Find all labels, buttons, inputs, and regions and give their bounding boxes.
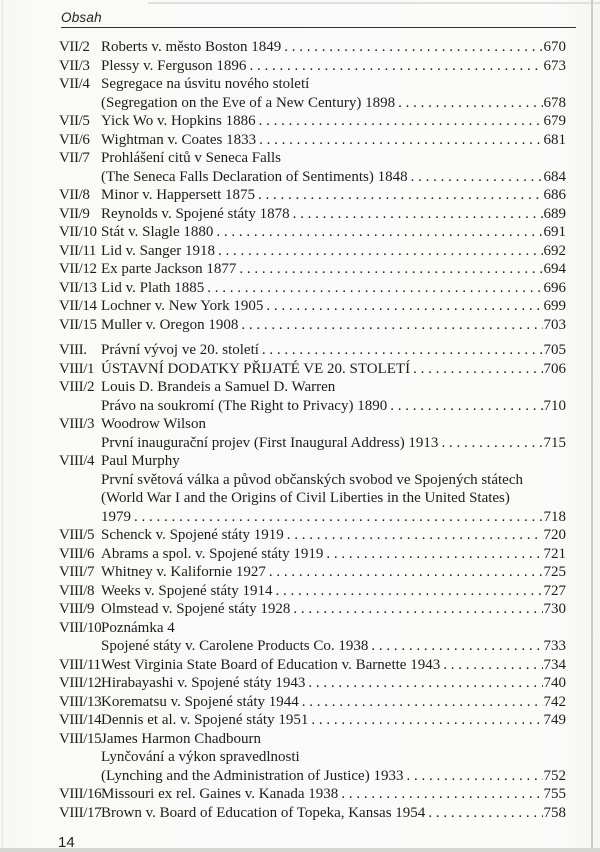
dot-leader (259, 131, 542, 150)
toc-line (101, 57, 566, 76)
dot-leader (411, 168, 543, 187)
toc-page-number: 710 (543, 397, 566, 414)
toc-entry (59, 452, 566, 526)
toc-entry-label: VII/8 (59, 187, 90, 203)
dot-leader (311, 711, 542, 730)
toc-entry-lines (101, 75, 566, 112)
toc-entry-lines (101, 563, 566, 582)
dot-leader (216, 223, 542, 242)
toc-line-text: Minor v. Happersett 1875 (101, 187, 255, 203)
toc-entry-lines (101, 526, 566, 545)
toc-entry-label: VIII/14 (59, 712, 102, 728)
toc-entry-label: VII/5 (59, 113, 90, 129)
dot-leader (293, 600, 542, 619)
toc-entry-lines (101, 785, 566, 804)
toc-page-number: 691 (543, 224, 566, 240)
toc-line (101, 360, 566, 379)
toc-entry-lines (101, 415, 566, 452)
toc-line (101, 341, 566, 360)
toc-entry (59, 582, 566, 601)
dot-leader (293, 205, 543, 224)
toc-entry (59, 149, 566, 186)
toc-entry (59, 186, 566, 205)
toc-entry-label: VII/15 (59, 316, 97, 333)
toc-line (101, 748, 566, 767)
toc-line (101, 279, 566, 298)
toc-page-number: 752 (543, 767, 566, 784)
dot-leader (398, 94, 542, 113)
toc-line (101, 767, 566, 786)
toc-entry-label: VIII. (59, 342, 87, 358)
toc-page-number: 740 (543, 675, 566, 691)
toc-entry-label: VII/6 (59, 131, 90, 148)
toc-entry-lines (101, 619, 566, 656)
toc-page-number: 718 (543, 508, 566, 525)
toc-line-text: Lynčování a výkon spravedlnosti (101, 749, 300, 765)
toc-line-text: První světová válka a původ občanských svobod ve Spojených státech (101, 471, 523, 488)
toc-entry-lines (101, 131, 566, 150)
toc-entry-label: VIII/16 (59, 786, 102, 802)
toc-entry-lines (101, 600, 566, 619)
dot-leader (259, 112, 543, 131)
scan-edge-bottom (0, 848, 600, 852)
toc-entry-label: VII/13 (59, 279, 97, 296)
toc-line (101, 489, 566, 508)
toc-line (101, 600, 566, 619)
toc-entry (59, 75, 566, 112)
toc-entry-lines (101, 112, 566, 131)
toc-entry-lines (101, 730, 566, 786)
toc-page-number: 755 (543, 786, 566, 802)
toc-page-number: 678 (543, 94, 566, 111)
toc-page-number: 730 (543, 601, 566, 617)
toc-line (101, 711, 566, 730)
toc-entry-lines (101, 297, 566, 316)
toc-line-text: Segregace na úsvitu nového století (101, 76, 310, 92)
toc-entry-lines (101, 804, 566, 823)
toc-line (101, 471, 566, 490)
toc-entry (59, 785, 566, 804)
toc-page-number: 692 (543, 242, 566, 259)
toc-entry (59, 260, 566, 279)
toc-line-text: Korematsu v. Spojené státy 1944 (101, 693, 299, 710)
toc-page-number: 679 (543, 113, 566, 129)
toc-entry-label: VIII/3 (59, 416, 95, 432)
toc-entry-label: VII/9 (59, 205, 90, 222)
header-rule (61, 27, 576, 28)
dot-leader (258, 186, 543, 205)
toc-page-number: 725 (543, 564, 566, 580)
toc-entry-label: VII/14 (59, 298, 97, 314)
toc-line-text: Lid v. Plath 1885 (101, 279, 205, 296)
toc-entry (59, 378, 566, 415)
toc-line-text: Právní vývoj ve 20. století (101, 342, 259, 358)
toc-page-number: 703 (543, 316, 566, 333)
toc-line-text: Prohlášení citů v Seneca Falls (101, 150, 281, 166)
toc-entry (59, 730, 566, 786)
toc-entry (59, 223, 566, 242)
toc-line (101, 186, 566, 205)
dot-leader (302, 693, 543, 712)
toc-entry-label: VIII/2 (59, 379, 95, 395)
toc-line (101, 223, 566, 242)
toc-line-text: Yick Wo v. Hopkins 1886 (101, 113, 256, 129)
toc-line (101, 619, 566, 638)
toc-entry-lines (101, 545, 566, 564)
toc-line (101, 545, 566, 564)
toc-line (101, 112, 566, 131)
toc-page-number: 694 (543, 261, 566, 277)
toc-line (101, 168, 566, 187)
toc-entry-lines (101, 149, 566, 186)
toc-line-text: ÚSTAVNÍ DODATKY PŘIJATÉ VE 20. STOLETÍ (101, 360, 411, 377)
toc-entry-label: VIII/5 (59, 527, 95, 543)
toc-page-number: 696 (543, 279, 566, 296)
toc-line-text: (Segregation on the Eve of a New Century) 1898 (101, 94, 396, 111)
toc-entry (59, 112, 566, 131)
toc-line (101, 316, 566, 335)
toc-line-text: Lochner v. New York 1905 (101, 298, 264, 314)
toc-line (101, 242, 566, 261)
toc-entry (59, 415, 566, 452)
toc-line (101, 563, 566, 582)
toc-line-text: Wightman v. Coates 1833 (101, 131, 257, 148)
toc-entry-label: VIII/15 (59, 730, 102, 747)
dot-leader (441, 434, 542, 453)
toc-entry (59, 279, 566, 298)
toc-list (59, 38, 566, 822)
scan-edge-right (591, 0, 593, 852)
dot-leader (276, 582, 543, 601)
toc-line-text: Reynolds v. Spojené státy 1878 (101, 205, 290, 222)
scan-edge-left (2, 0, 3, 852)
dot-leader (239, 260, 542, 279)
dot-leader (207, 279, 542, 298)
toc-line (101, 415, 566, 434)
toc-page-number: 673 (543, 57, 566, 74)
dot-leader (249, 57, 542, 76)
toc-entry-lines (101, 656, 566, 675)
toc-page-number: 720 (543, 527, 566, 543)
dot-leader (241, 316, 542, 335)
toc-line (101, 656, 566, 675)
toc-line (101, 75, 566, 94)
toc-line-text: Spojené státy v. Carolene Products Co. 1938 (101, 638, 369, 654)
toc-line-text: Právo na soukromí (The Right to Privacy) 1890 (101, 397, 388, 414)
toc-line-text: 1979 (101, 508, 131, 525)
toc-entry-lines (101, 711, 566, 730)
toc-page-number: 727 (543, 582, 566, 599)
dot-leader (341, 785, 542, 804)
toc-line (101, 38, 566, 57)
toc-line-text: Lid v. Sanger 1918 (101, 242, 216, 259)
folio-page-number: 14 (58, 834, 75, 851)
toc-entry (59, 656, 566, 675)
dot-leader (262, 341, 543, 360)
toc-line (101, 582, 566, 601)
dot-leader (287, 526, 543, 545)
page-header-title: Obsah (61, 10, 102, 25)
toc-entry-label: VIII/12 (59, 675, 102, 691)
toc-line (101, 508, 566, 527)
toc-entry (59, 242, 566, 261)
toc-line-text: Paul Murphy (101, 453, 180, 469)
toc-line-text: Ex parte Jackson 1877 (101, 261, 237, 277)
toc-line-text: James Harmon Chadbourn (101, 730, 261, 747)
toc-line-text: Roberts v. město Boston 1849 (101, 39, 282, 55)
toc-line-text: Schenck v. Spojené státy 1919 (101, 527, 284, 543)
toc-entry (59, 341, 566, 360)
toc-line (101, 94, 566, 113)
toc-line (101, 434, 566, 453)
toc-line-text: Poznámka 4 (101, 619, 175, 636)
toc-entry-lines (101, 279, 566, 298)
toc-entry-lines (101, 316, 566, 335)
toc-entry-lines (101, 205, 566, 224)
toc-entry-lines (101, 260, 566, 279)
toc-line-text: Woodrow Wilson (101, 416, 206, 432)
toc-line (101, 149, 566, 168)
dot-leader (443, 656, 542, 675)
toc-entry (59, 526, 566, 545)
toc-entry-label: VIII/9 (59, 601, 95, 617)
toc-page-number: 670 (543, 39, 566, 55)
dot-leader (326, 545, 542, 564)
toc-line (101, 526, 566, 545)
toc-line (101, 730, 566, 749)
toc-entry-lines (101, 341, 566, 360)
toc-entry-label: VIII/7 (59, 564, 95, 580)
toc-entry (59, 131, 566, 150)
toc-entry-label: VIII/6 (59, 545, 95, 562)
toc-line-text: Plessy v. Ferguson 1896 (101, 57, 247, 74)
toc-entry-lines (101, 186, 566, 205)
toc-entry-label: VIII/8 (59, 582, 95, 599)
toc-entry (59, 804, 566, 823)
dot-leader (406, 767, 542, 786)
toc-page-number: 686 (543, 187, 566, 203)
toc-entry-label: VII/10 (59, 224, 97, 240)
toc-entry-label: VII/12 (59, 261, 97, 277)
toc-page-number: 742 (543, 693, 566, 710)
toc-page-number: 733 (543, 638, 566, 654)
toc-entry (59, 674, 566, 693)
toc-page-number: 734 (543, 656, 566, 673)
dot-leader (428, 804, 542, 823)
toc-entry-lines (101, 674, 566, 693)
toc-entry-lines (101, 38, 566, 57)
dot-leader (134, 508, 543, 527)
toc-entry-lines (101, 242, 566, 261)
toc-page-number: 689 (543, 205, 566, 222)
toc-entry-label: VIII/13 (59, 693, 102, 710)
toc-page-number: 699 (543, 298, 566, 314)
toc-line (101, 804, 566, 823)
toc-entry-lines (101, 582, 566, 601)
dot-leader (266, 297, 542, 316)
toc-line (101, 452, 566, 471)
dot-leader (308, 674, 542, 693)
toc-entry-label: VIII/11 (59, 656, 101, 673)
toc-entry (59, 316, 566, 335)
toc-page-number: 758 (543, 804, 566, 821)
toc-line-text: Olmstead v. Spojené státy 1928 (101, 601, 291, 617)
toc-entry-lines (101, 223, 566, 242)
toc-line (101, 785, 566, 804)
toc-page-number: 681 (543, 131, 566, 148)
toc-entry (59, 297, 566, 316)
dot-leader (269, 563, 543, 582)
toc-entry (59, 693, 566, 712)
toc-entry-label: VII/7 (59, 150, 90, 166)
toc-entry-lines (101, 378, 566, 415)
toc-page-number: 749 (543, 712, 566, 728)
toc-entry (59, 600, 566, 619)
toc-line-text: Weeks v. Spojené státy 1914 (101, 582, 273, 599)
toc-line-text: Louis D. Brandeis a Samuel D. Warren (101, 379, 336, 395)
toc-line-text: Whitney v. Kalifornie 1927 (101, 564, 266, 580)
toc-entry (59, 545, 566, 564)
dot-leader (413, 360, 542, 379)
toc-line (101, 297, 566, 316)
toc-line (101, 131, 566, 150)
toc-line-text: Hirabayashi v. Spojené státy 1943 (101, 675, 306, 691)
toc-page-number: 721 (543, 545, 566, 562)
toc-line-text: Abrams a spol. v. Spojené státy 1919 (101, 545, 324, 562)
toc-line-text: Missouri ex rel. Gaines v. Kanada 1938 (101, 786, 339, 802)
toc-page-number: 684 (543, 168, 566, 185)
toc-entry-label: VII/4 (59, 76, 90, 92)
toc-entry (59, 619, 566, 656)
toc-line-text: Muller v. Oregon 1908 (101, 316, 239, 333)
toc-line-text: (World War I and the Origins of Civil Liberties in the United States) (101, 490, 510, 506)
toc-entry (59, 563, 566, 582)
toc-entry-lines (101, 693, 566, 712)
toc-line (101, 260, 566, 279)
scan-edge-top (148, 2, 600, 4)
toc-line (101, 397, 566, 416)
toc-line-text: (Lynching and the Administration of Justice) 1933 (101, 767, 404, 784)
toc-line-text: Brown v. Board of Education of Topeka, Kansas 1954 (101, 804, 426, 821)
toc-entry (59, 711, 566, 730)
toc-line (101, 674, 566, 693)
dot-leader (371, 637, 542, 656)
toc-line (101, 205, 566, 224)
toc-line-text: První inaugurační projev (First Inaugural Address) 1913 (101, 434, 439, 451)
toc-entry-lines (101, 452, 566, 526)
toc-line-text: Dennis et al. v. Spojené státy 1951 (101, 712, 309, 728)
toc-entry (59, 38, 566, 57)
dot-leader (218, 242, 542, 261)
toc-entry-label: VIII/10 (59, 619, 102, 636)
toc-line (101, 637, 566, 656)
toc-entry-lines (101, 360, 566, 379)
toc-line-text: (The Seneca Falls Declaration of Sentiments) 1848 (101, 168, 408, 185)
toc-line (101, 378, 566, 397)
toc-entry-lines (101, 57, 566, 76)
toc-entry-label: VIII/1 (59, 360, 95, 377)
page-header (61, 10, 576, 36)
toc-entry-label: VII/2 (59, 39, 90, 55)
dot-leader (284, 38, 542, 57)
toc-entry-label: VII/3 (59, 57, 90, 74)
toc-entry (59, 360, 566, 379)
toc-entry-label: VIII/4 (59, 453, 95, 469)
toc-line-text: West Virginia State Board of Education v. Barnette 1943 (101, 656, 441, 673)
toc-entry-label: VII/11 (59, 242, 97, 259)
toc-line (101, 693, 566, 712)
dot-leader (390, 397, 542, 416)
toc-entry-label: VIII/17 (59, 804, 102, 821)
toc-page-number: 705 (543, 342, 566, 358)
toc-page-number: 715 (543, 434, 566, 451)
toc-line-text: Stát v. Slagle 1880 (101, 224, 214, 240)
toc-entry (59, 57, 566, 76)
toc-page-number: 706 (543, 360, 566, 377)
toc-entry (59, 205, 566, 224)
